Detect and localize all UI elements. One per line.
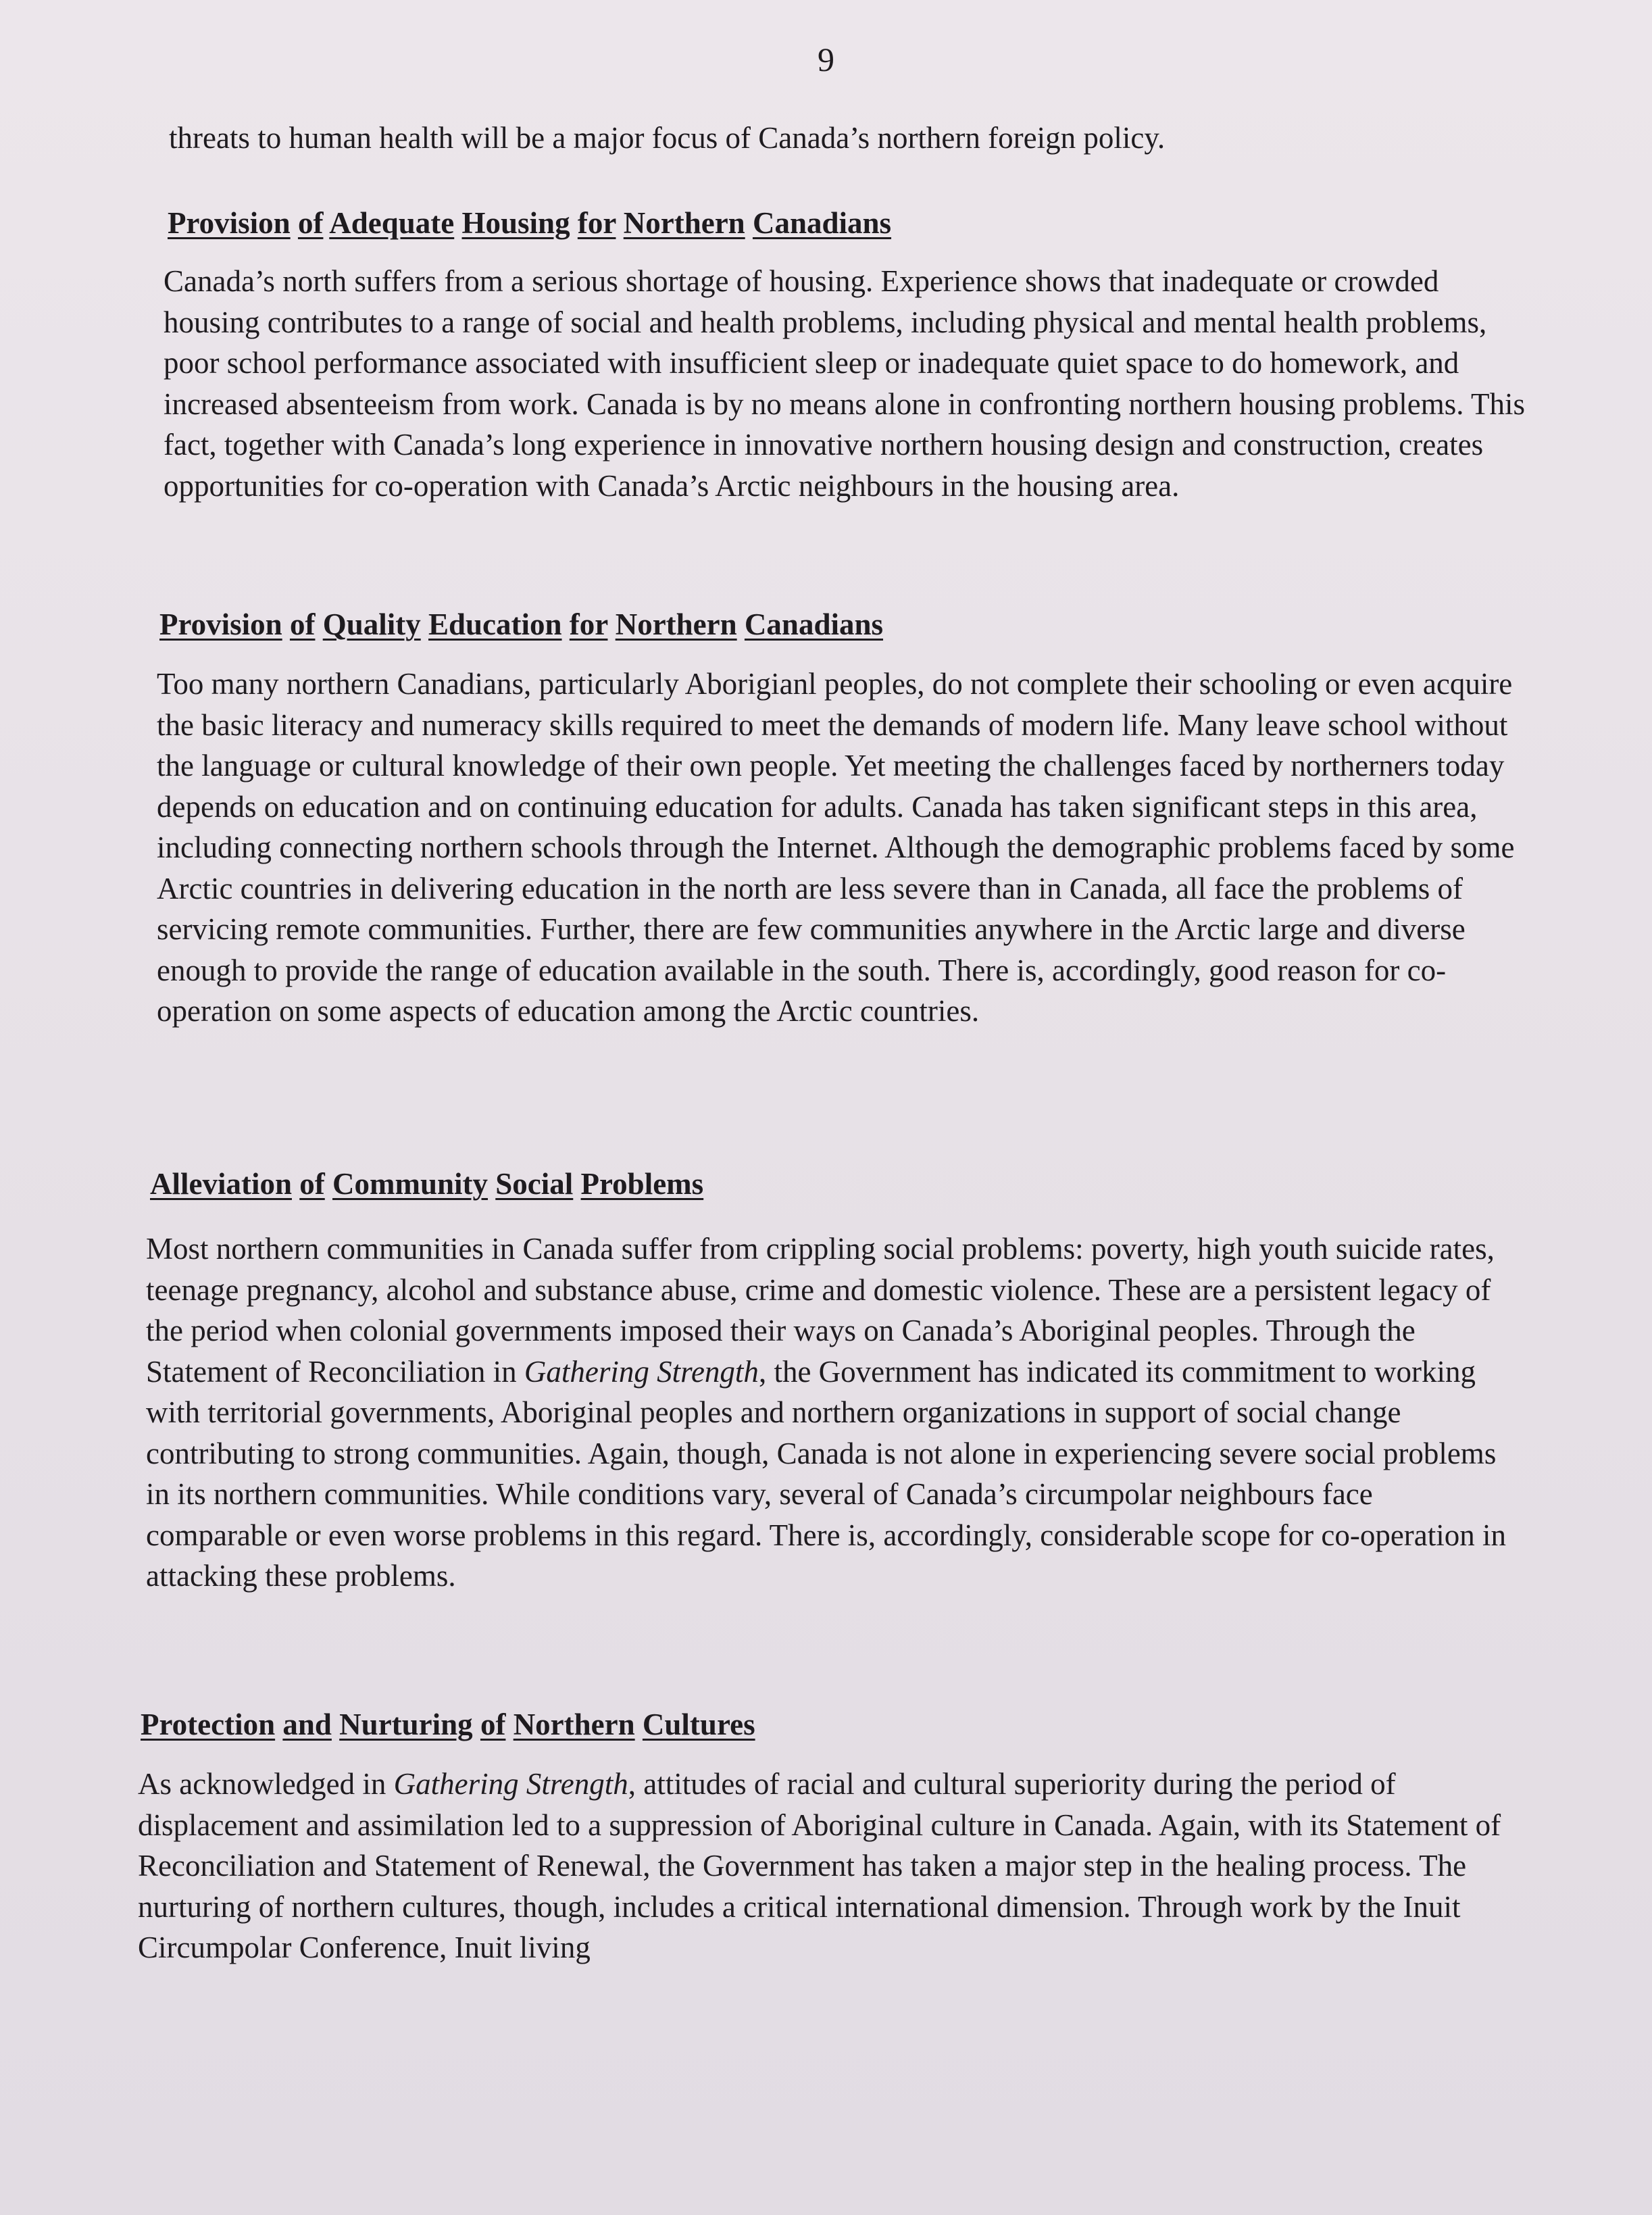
page-number: 9 [818,41,834,78]
section-paragraph-cultures: As acknowledged in Gathering Strength, attitudes of racial and cultural superiority during the period of displacement and assimilation led to a suppression of Aboriginal culture in Canada. Again, with its Statement of Reconciliation and Statement of Renewal, the Government has taken a major step in the healing process. The nurturing of northern cultures, though, includes a critical international dimension. Through work by the Inuit Circumpolar Conference, Inuit living [138,1767,1501,1964]
section-heading-housing: Provision of Adequate Housing for Northern Canadians [168,206,892,240]
section-paragraph-education: Too many northern Canadians, particularly Aborigianl peoples, do not complete their schooling or even acquire the basic literacy and numeracy skills required to meet the demands of modern life. Many leave school without the language or cultural knowledge of their own people. Yet meeting the challenges faced by northerners today depends on education and on continuing education for adults. Canada has taken significant steps in this area, including connecting northern schools through the Internet. Although the demographic problems faced by some Arctic countries in delivering education in the north are less severe than in Canada, all face the problems of servicing remote communities. Further, there are few communities anywhere in the Arctic large and diverse enough to provide the range of education available in the south. There is, accordingly, good reason for co-operation on some aspects of education among the Arctic countries. [157,667,1515,1028]
section-paragraph-social-problems: Most northern communities in Canada suffer from crippling social problems: poverty, high youth suicide rates, teenage pregnancy, alcohol and substance abuse, crime and domestic violence. These are a persistent legacy of the period when colonial governments imposed their ways on Canada’s Aboriginal peoples. Through the Statement of Reconciliation in Gathering Strength, the Government has indicated its commitment to working with territorial governments, Aboriginal peoples and northern organizations in support of social change contributing to strong communities. Again, though, Canada is not alone in experiencing severe social problems in its northern communities. While conditions vary, several of Canada’s circumpolar neighbours face comparable or even worse problems in this regard. There is, accordingly, considerable scope for co-operation in attacking these problems. [146,1232,1507,1593]
section-heading-social-problems: Alleviation of Community Social Problems [150,1167,704,1201]
section-heading-cultures: Protection and Nurturing of Northern Cultures [141,1708,755,1741]
section-paragraph-housing: Canada’s north suffers from a serious shortage of housing. Experience shows that inadequate or crowded housing contributes to a range of social and health problems, including physical and mental health problems, poor school performance associated with insufficient sleep or inadequate quiet space to do homework, and increased absenteeism from work. Canada is by no means alone in confronting northern housing problems. This fact, together with Canada’s long experience in innovative northern housing design and construction, creates opportunities for co-operation with Canada’s Arctic neighbours in the housing area. [164,264,1525,503]
book-title: Gathering Strength [524,1354,759,1389]
lead-paragraph: threats to human health will be a major focus of Canada’s northern foreign policy. [169,121,1166,155]
book-title: Gathering Strength [393,1767,628,1801]
section-heading-education: Provision of Quality Education for Northern Canadians [159,607,884,641]
